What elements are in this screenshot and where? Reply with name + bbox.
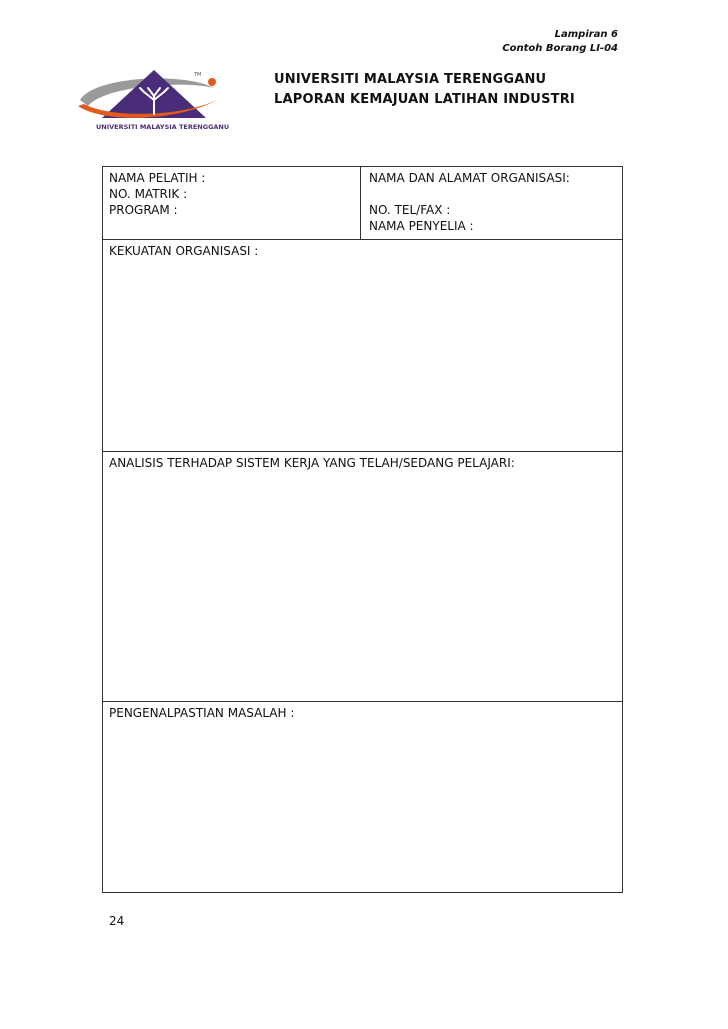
university-logo — [74, 66, 234, 136]
tel-fax-label: NO. TEL/FAX : — [369, 203, 451, 217]
report-title: LAPORAN KEMAJUAN LATIHAN INDUSTRI — [274, 92, 575, 107]
logo-text: UNIVERSITI MALAYSIA TERENGGANU — [96, 123, 230, 131]
trainee-name-label: NAMA PELATIH : — [109, 171, 206, 185]
lampiran-number: Lampiran 6 — [554, 29, 618, 40]
umt-logo-icon — [74, 66, 234, 136]
organisation-strength-section — [103, 240, 622, 452]
logo-tm: TM — [194, 72, 202, 78]
problem-identification-section — [103, 702, 622, 892]
lampiran-label — [502, 28, 618, 56]
matric-number-label: NO. MATRIK : — [109, 187, 188, 201]
work-system-analysis-section — [103, 452, 622, 702]
page-number: 24 — [109, 914, 125, 928]
university-name: UNIVERSITI MALAYSIA TERENGGANU — [274, 72, 547, 87]
organisation-fields — [369, 170, 570, 234]
borang-code: Contoh Borang LI-04 — [502, 43, 618, 54]
trainee-info-row — [103, 167, 622, 240]
report-heading — [274, 70, 575, 110]
problem-identification-label: PENGENALPASTIAN MASALAH : — [109, 706, 295, 720]
organisation-strength-label: KEKUATAN ORGANISASI : — [109, 244, 259, 258]
organisation-name-address-label: NAMA DAN ALAMAT ORGANISASI: — [369, 171, 570, 185]
trainee-fields — [109, 170, 205, 218]
column-divider — [360, 167, 361, 239]
progress-report-form — [102, 166, 623, 893]
work-system-analysis-label: ANALISIS TERHADAP SISTEM KERJA YANG TELAH/SEDANG PELAJARI: — [109, 456, 515, 470]
program-label: PROGRAM : — [109, 203, 178, 217]
supervisor-name-label: NAMA PENYELIA : — [369, 219, 474, 233]
